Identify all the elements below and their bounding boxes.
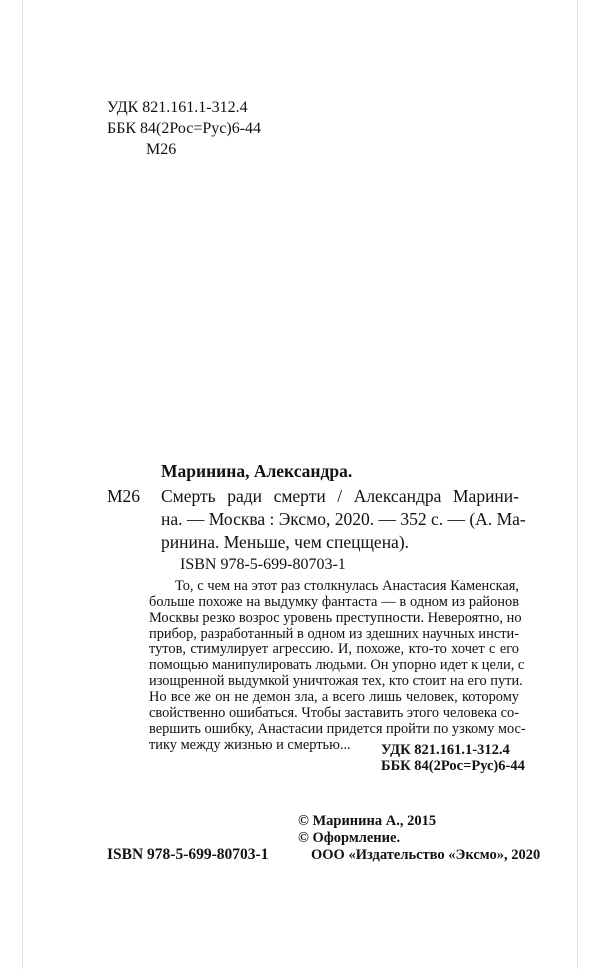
page-edge-right <box>577 0 578 969</box>
entry-heading: Маринина, Александра. <box>161 461 353 481</box>
annotation-line: вершить ошибку, Анастасии придется пройти по узкому мос- <box>149 720 526 737</box>
bottom-bbk-code: ББК 84(2Рос=Рус)6-44 <box>381 758 525 774</box>
entry-line-3: ринина. Меньше, чем спецщена). <box>161 532 410 552</box>
copyright-design: © Оформление. <box>298 830 401 846</box>
annotation-line: тутов, стимулирует агрессию. И, похоже, кто-то хочет с его <box>149 641 519 658</box>
top-udk-code: УДК 821.161.1-312.4 <box>107 99 248 116</box>
bottom-udk-code: УДК 821.161.1-312.4 <box>381 742 510 758</box>
annotation-line: помощью манипулировать людьми. Он упорно идет к цели, с <box>149 657 525 674</box>
annotation-line: То, с чем на этот раз столкнулась Анастасия Каменская, <box>175 578 519 594</box>
entry-line-2: на. — Москва : Эксмо, 2020. — 352 с. — (А. Ма- <box>161 509 526 529</box>
footer-isbn: ISBN 978-5-699-80703-1 <box>107 846 269 863</box>
entry-author-mark: М26 <box>107 486 141 506</box>
annotation-line: прибор, разработанный в одном из здешних научных инсти- <box>149 625 519 642</box>
annotation-line: больше похоже на выдумку фантаста — в одном из районов <box>149 593 519 610</box>
annotation-line: Москвы резко возрос уровень преступности. Невероятно, но <box>149 609 522 626</box>
annotation-line: Но все же он не демон зла, а всего лишь человек, которому <box>149 688 519 705</box>
entry-line-1: Смерть ради смерти / Александра Марини- <box>161 486 519 506</box>
top-bbk-code: ББК 84(2Рос=Рус)6-44 <box>107 120 262 137</box>
page-edge-left <box>22 0 23 969</box>
copyright-author: © Маринина А., 2015 <box>298 813 437 829</box>
annotation-line: свойственно ошибаться. Чтобы заставить этого человека со- <box>149 704 519 721</box>
top-author-mark: М26 <box>146 141 177 158</box>
annotation-line: изощренной выдумкой уничтожая тех, кто стоит на его пути. <box>149 673 523 690</box>
annotation-line: тику между жизнью и смертью... <box>149 736 351 753</box>
publisher-line: ООО «Издательство «Эксмо», 2020 <box>311 847 541 863</box>
entry-isbn: ISBN 978-5-699-80703-1 <box>180 556 346 573</box>
